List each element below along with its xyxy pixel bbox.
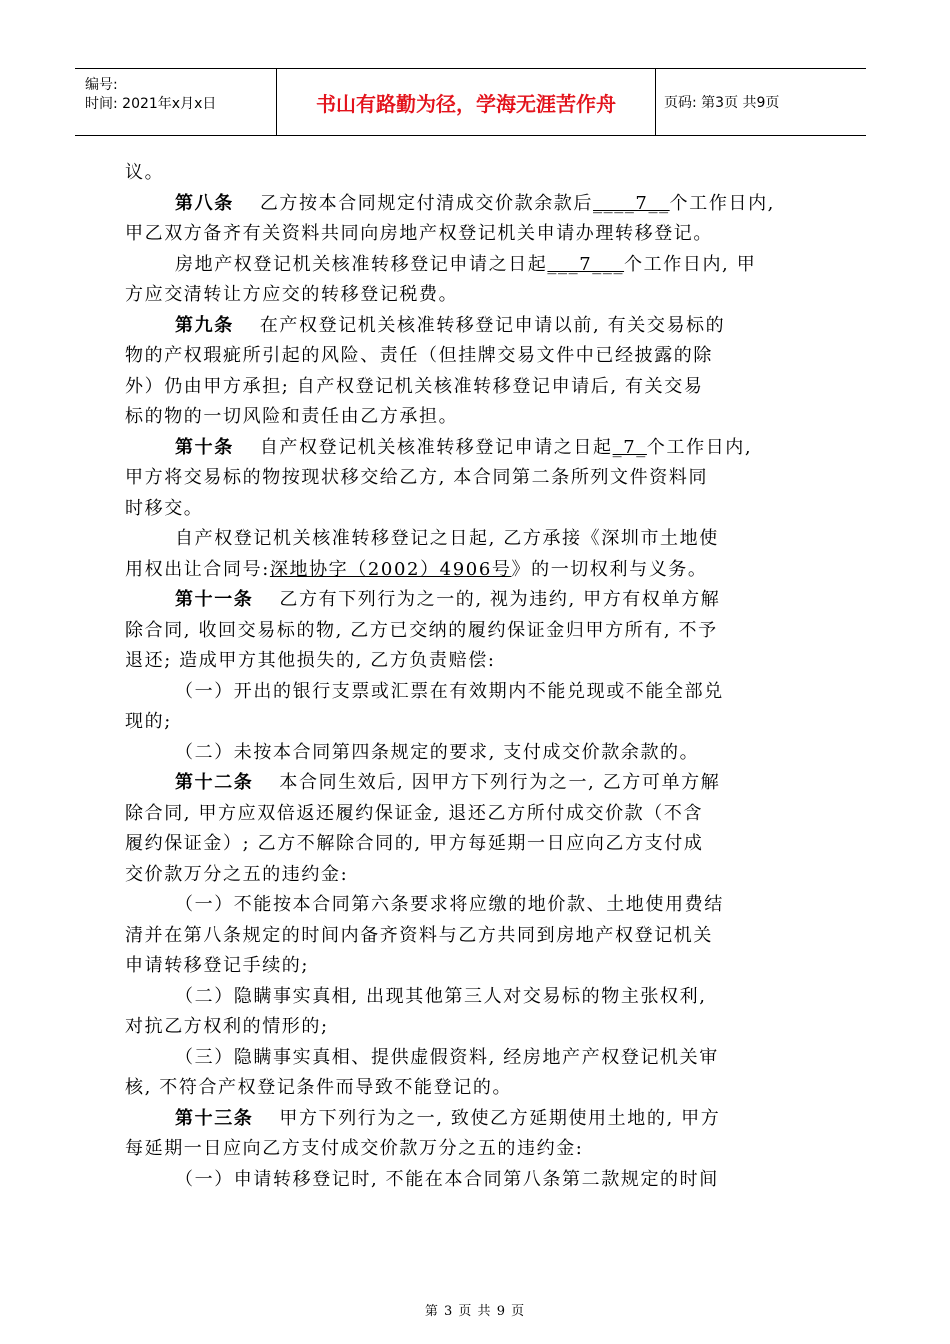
paragraph-line: 时移交。 <box>125 497 204 519</box>
header-page-info: 页码: 第3页 共9页 <box>664 95 780 111</box>
article-13: 第十三条 甲方下列行为之一, 致使乙方延期使用土地的, 甲方 <box>175 1107 721 1129</box>
paragraph-line: 核, 不符合产权登记条件而导致不能登记的。 <box>125 1077 513 1098</box>
paragraph-line: 现的; <box>125 711 172 732</box>
paragraph-line: 每延期一日应向乙方支付成交价款万分之五的违约金: <box>125 1138 584 1159</box>
clause-item: （二）未按本合同第四条规定的要求, 支付成交价款余款的。 <box>175 741 700 763</box>
article-title: 第八条 <box>175 192 234 214</box>
clause-item: （一）不能按本合同第六条要求将应缴的地价款、土地使用费结 <box>175 894 724 915</box>
paragraph-line: 交价款万分之五的违约金: <box>125 863 349 885</box>
paragraph-line: 清并在第八条规定的时间内备齐资料与乙方共同到房地产权登记机关 <box>125 924 713 946</box>
paragraph: 议。 <box>125 162 165 183</box>
days-blank: ___7___ <box>547 253 625 275</box>
article-title: 第十三条 <box>175 1107 254 1129</box>
page-footer: 第 3 页 共 9 页 <box>424 1304 526 1319</box>
document-body <box>125 158 825 1195</box>
article-title: 第十一条 <box>175 589 254 610</box>
paragraph: 房地产权登记机关核准转移登记申请之日起___7___个工作日内, 甲 <box>175 253 757 275</box>
article-11: 第十一条 乙方有下列行为之一的, 视为违约, 甲方有权单方解 <box>175 589 721 610</box>
paragraph-line: 除合同, 甲方应双倍返还履约保证金, 退还乙方所付成交价款（不含 <box>125 802 704 824</box>
paragraph-line: 甲乙双方备齐有关资料共同向房地产权登记机关申请办理转移登记。 <box>125 223 713 244</box>
paragraph-line: 方应交清转让方应交的转移登记税费。 <box>125 284 459 305</box>
header-motto: 书山有路勤为径，学海无涯苦作舟 <box>277 69 656 135</box>
paragraph-line: 申请转移登记手续的; <box>125 955 310 976</box>
header-meta-cell <box>75 69 277 135</box>
paragraph-line: 甲方将交易标的物按现状移交给乙方, 本合同第二条所列文件资料同 <box>125 467 709 488</box>
paragraph: 自产权登记机关核准转移登记之日起, 乙方承接《深圳市土地使 <box>175 528 719 549</box>
header-number: 编号: <box>85 77 118 93</box>
paragraph-line: 标的物的一切风险和责任由乙方承担。 <box>125 406 459 427</box>
article-9: 第九条 在产权登记机关核准转移登记申请以前, 有关交易标的 <box>175 314 726 336</box>
paragraph-line: 外）仍由甲方承担; 自产权登记机关核准转移登记申请后, 有关交易 <box>125 375 704 397</box>
days-blank: _7_ <box>612 436 647 458</box>
article-title: 第十条 <box>175 436 234 458</box>
paragraph-line: 除合同, 收回交易标的物, 乙方已交纳的履约保证金归甲方所有, 不予 <box>125 619 718 641</box>
days-blank: ____7__ <box>593 192 670 214</box>
paragraph-line: 物的产权瑕疵所引起的风险、责任（但挂牌交易文件中已经披露的除 <box>125 345 713 366</box>
clause-item: （三）隐瞒事实真相、提供虚假资料, 经房地产产权登记机关审 <box>175 1046 719 1068</box>
article-title: 第九条 <box>175 314 234 336</box>
clause-item: （二）隐瞒事实真相, 出现其他第三人对交易标的物主张权利, <box>175 985 707 1007</box>
clause-item: （一）开出的银行支票或汇票在有效期内不能兑现或不能全部兑 <box>175 680 724 702</box>
article-10: 第十条 自产权登记机关核准转移登记申请之日起_7_个工作日内, <box>175 436 753 458</box>
paragraph-line: 履约保证金）; 乙方不解除合同的, 甲方每延期一日应向乙方支付成 <box>125 833 704 854</box>
contract-number: 深地协字（2002）4906号 <box>269 558 512 580</box>
document-header <box>75 68 866 136</box>
paragraph-line: 对抗乙方权利的情形的; <box>125 1016 329 1037</box>
header-time: 时间: 2021年x月x日 <box>85 96 217 112</box>
paragraph-line: 退还; 造成甲方其他损失的, 乙方负责赔偿: <box>125 650 496 671</box>
article-8: 第八条 乙方按本合同规定付清成交价款余款后____7__个工作日内, <box>175 192 775 214</box>
paragraph-line: 用权出让合同号:深地协字（2002）4906号》的一切权利与义务。 <box>125 558 708 580</box>
clause-item: （一）申请转移登记时, 不能在本合同第八条第二款规定的时间 <box>175 1168 719 1190</box>
article-title: 第十二条 <box>175 772 254 793</box>
article-12: 第十二条 本合同生效后, 因甲方下列行为之一, 乙方可单方解 <box>175 772 721 793</box>
